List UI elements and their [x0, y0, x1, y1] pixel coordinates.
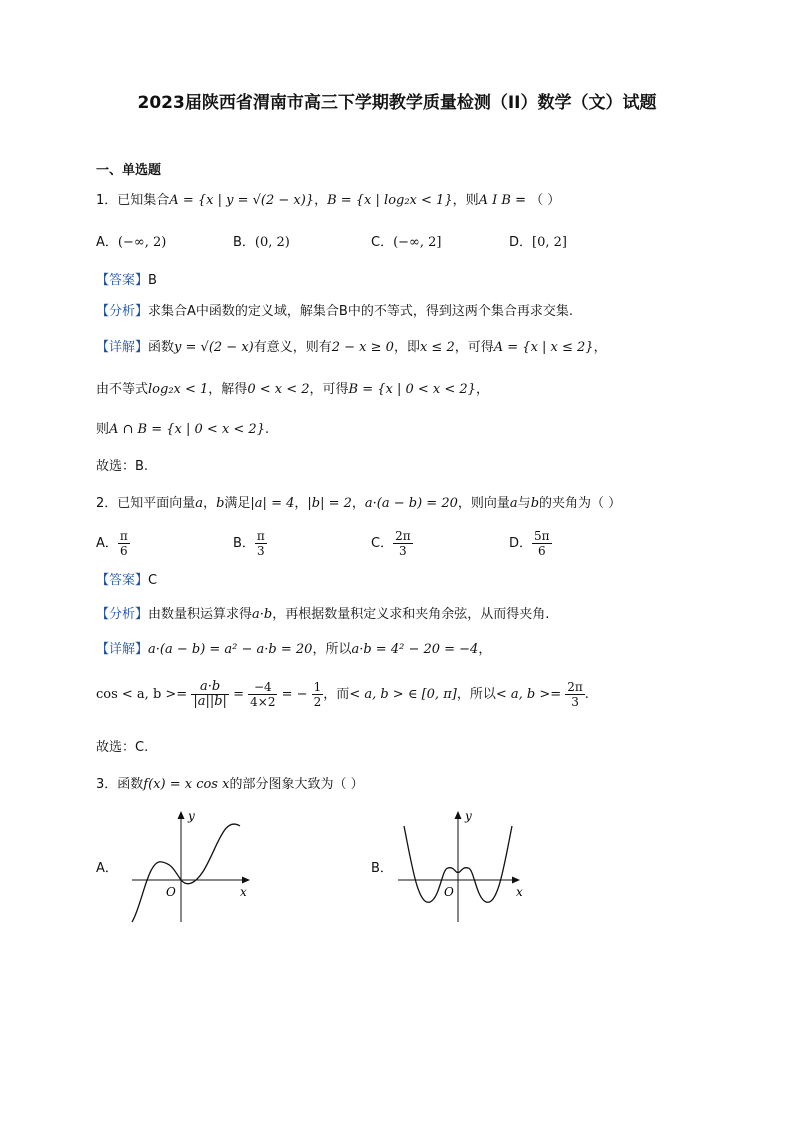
detail-tag: 【详解】: [96, 642, 149, 657]
q2-text: ，: [203, 496, 217, 511]
q1-set-a: A = {x | y = √(2 − x)}: [169, 193, 315, 208]
q3-number: 3．: [96, 777, 118, 792]
option-numerator: π: [256, 529, 265, 543]
detail-math: B = {x | 0 < x < 2}: [348, 382, 476, 397]
q2-vector-b: b: [216, 496, 225, 511]
question-1: [96, 192, 560, 210]
detail-math: x ≤ 2: [419, 340, 455, 355]
option-denominator: 3: [257, 544, 265, 558]
detail-text: ，: [475, 382, 489, 397]
q2-choose: 故选：C.: [96, 740, 149, 755]
detail-text: ，所以: [312, 642, 352, 657]
analysis-text: ，再根据数量积定义求和夹角余弦，从而得夹角.: [272, 607, 550, 622]
equals-minus: = −: [281, 687, 308, 702]
result-lhs: < a, b >=: [495, 687, 562, 702]
frac-denominator: 2: [313, 695, 322, 709]
detail-text: ，所以: [456, 687, 496, 702]
q2-cond-3: a·(a − b) = 20: [364, 496, 458, 511]
q2-text: 已知平面向量: [117, 496, 196, 511]
q1-option-b: [233, 234, 290, 252]
detail-math: log₂x < 1: [148, 382, 209, 397]
q2-text: ，则向量: [457, 496, 510, 511]
answer-tag: 【答案】: [96, 273, 149, 288]
detail-text: 则: [96, 422, 110, 437]
option-label: C．: [371, 235, 394, 250]
q3-graph-a: [128, 806, 258, 926]
x-axis-label: x: [516, 885, 523, 899]
q1-choose: 故选：B.: [96, 459, 149, 474]
q3-option-a-label: A．: [96, 861, 118, 876]
option-value: (0, 2): [254, 235, 290, 250]
frac-numerator: 1: [313, 680, 322, 694]
q1-detail-line-1: [96, 339, 607, 357]
detail-math: a·(a − b) = a² − a·b = 20: [148, 642, 313, 657]
x-axis-arrow: [512, 877, 520, 884]
y-axis-arrow: [178, 811, 185, 819]
analysis-tag: 【分析】: [96, 607, 149, 622]
detail-text: ，解得: [208, 382, 248, 397]
option-label: A．: [96, 235, 118, 250]
q2-number: 2．: [96, 496, 118, 511]
q2-text: ，: [351, 496, 365, 511]
question-3: [96, 776, 364, 794]
q1-text-pre: 已知集合: [117, 193, 170, 208]
detail-text: ，即: [393, 340, 420, 355]
question-2: [96, 495, 621, 513]
q2-detail-line-1: [96, 641, 491, 659]
frac-denominator: |a||b|: [193, 694, 227, 709]
option-denominator: 6: [537, 544, 546, 558]
q2-option-b: [233, 529, 267, 558]
answer-tag: 【答案】: [96, 573, 149, 588]
option-value: [0, 2]: [532, 235, 567, 250]
section-heading: 一、单选题: [96, 163, 162, 178]
q2-detail-line-2: [96, 680, 589, 709]
detail-math: y = √(2 − x): [174, 340, 254, 355]
x-axis-label: x: [240, 885, 247, 899]
option-denominator: 6: [120, 544, 128, 558]
detail-text: ，而: [323, 687, 350, 702]
option-numerator: 2π: [395, 529, 411, 543]
detail-math: A ∩ B = {x | 0 < x < 2}: [109, 422, 265, 437]
q2-answer: [96, 572, 157, 590]
q1-option-c: [371, 234, 441, 252]
detail-math: a·b = 4² − 20 = −4: [351, 642, 479, 657]
option-value: (−∞, 2]: [393, 235, 442, 250]
q3-text: 的部分图象大致为（ ）: [229, 777, 364, 792]
frac-numerator: −4: [248, 680, 277, 695]
analysis-text: 由数量积运算求得: [148, 607, 253, 622]
answer-value: C: [148, 573, 158, 588]
y-axis-label: y: [188, 809, 195, 823]
x-axis-arrow: [242, 877, 250, 884]
q2-text: 的夹角为（ ）: [539, 496, 622, 511]
q2-vector-b: b: [530, 496, 540, 511]
detail-text: .: [584, 687, 589, 702]
detail-text: 由不等式: [96, 382, 149, 397]
q2-vector-a: a: [195, 496, 204, 511]
q2-analysis: [96, 606, 549, 624]
q1-answer: [96, 272, 157, 290]
option-numerator: π: [119, 529, 128, 543]
detail-text: .: [264, 422, 270, 437]
q1-tail: = （ ）: [510, 193, 561, 208]
option-denominator: 3: [399, 544, 407, 558]
q2-cond-2: |b| = 2: [307, 496, 352, 511]
detail-text: ，: [478, 642, 492, 657]
frac-numerator: 2π: [567, 680, 583, 694]
q2-option-a: [96, 529, 130, 558]
q2-vector-a: a: [509, 496, 518, 511]
q3-graph-b: [398, 806, 528, 926]
q3-function: f(x) = x cos x: [143, 777, 230, 792]
frac-numerator: a·b: [191, 680, 229, 695]
option-label: C．: [371, 536, 394, 551]
q1-option-d: [509, 234, 567, 252]
q1-detail-line-2: [96, 381, 489, 399]
option-label: B．: [233, 536, 255, 551]
q2-text: 与: [517, 496, 531, 511]
q2-text: 满足: [224, 496, 251, 511]
detail-math: 0 < x < 2: [247, 382, 310, 397]
q1-analysis: [96, 303, 573, 321]
detail-text: ，: [593, 340, 607, 355]
q2-text: ，: [294, 496, 308, 511]
detail-math: A = {x | x ≤ 2}: [493, 340, 594, 355]
q1-detail-line-3: [96, 421, 269, 439]
q1-expr: A I B: [478, 193, 511, 208]
detail-text: 函数: [148, 340, 175, 355]
y-axis-arrow: [455, 811, 462, 819]
detail-text: 有意义，则有: [253, 340, 332, 355]
q2-option-c: [371, 529, 413, 558]
option-value: (−∞, 2): [117, 235, 167, 250]
detail-math: 2 − x ≥ 0: [331, 340, 394, 355]
y-axis-label: y: [465, 809, 472, 823]
q1-set-b: B = {x | log₂x < 1}: [327, 193, 453, 208]
q2-cond-1: |a| = 4: [250, 496, 295, 511]
origin-label: O: [444, 885, 454, 899]
option-numerator: 5π: [534, 529, 550, 543]
detail-tag: 【详解】: [96, 340, 149, 355]
q2-option-d: [509, 529, 552, 558]
curve-a: [132, 824, 240, 922]
q1-number: 1．: [96, 193, 118, 208]
option-label: D．: [509, 536, 533, 551]
page-title: 2023届陕西省渭南市高三下学期教学质量检测（II）数学（文）试题: [137, 93, 657, 113]
q1-text-post: ，则: [452, 193, 479, 208]
frac-denominator: 3: [571, 695, 579, 709]
analysis-math: a·b: [252, 607, 273, 622]
option-label: B．: [233, 235, 255, 250]
equals: =: [233, 687, 244, 702]
q1-comma: ，: [314, 193, 328, 208]
cos-lhs: cos < a, b >=: [96, 687, 188, 702]
detail-text: ，可得: [454, 340, 494, 355]
answer-value: B: [148, 273, 157, 288]
detail-math: < a, b > ∈ [0, π]: [349, 687, 457, 702]
origin-label: O: [166, 885, 176, 899]
analysis-text: 求集合A中函数的定义域，解集合B中的不等式，得到这两个集合再求交集.: [148, 304, 573, 319]
frac-denominator: 4×2: [250, 695, 276, 709]
detail-text: ，可得: [309, 382, 349, 397]
q3-option-b-label: B．: [371, 861, 393, 876]
q3-text: 函数: [117, 777, 144, 792]
q1-option-a: [96, 234, 166, 252]
option-label: D．: [509, 235, 533, 250]
option-label: A．: [96, 536, 118, 551]
analysis-tag: 【分析】: [96, 304, 149, 319]
